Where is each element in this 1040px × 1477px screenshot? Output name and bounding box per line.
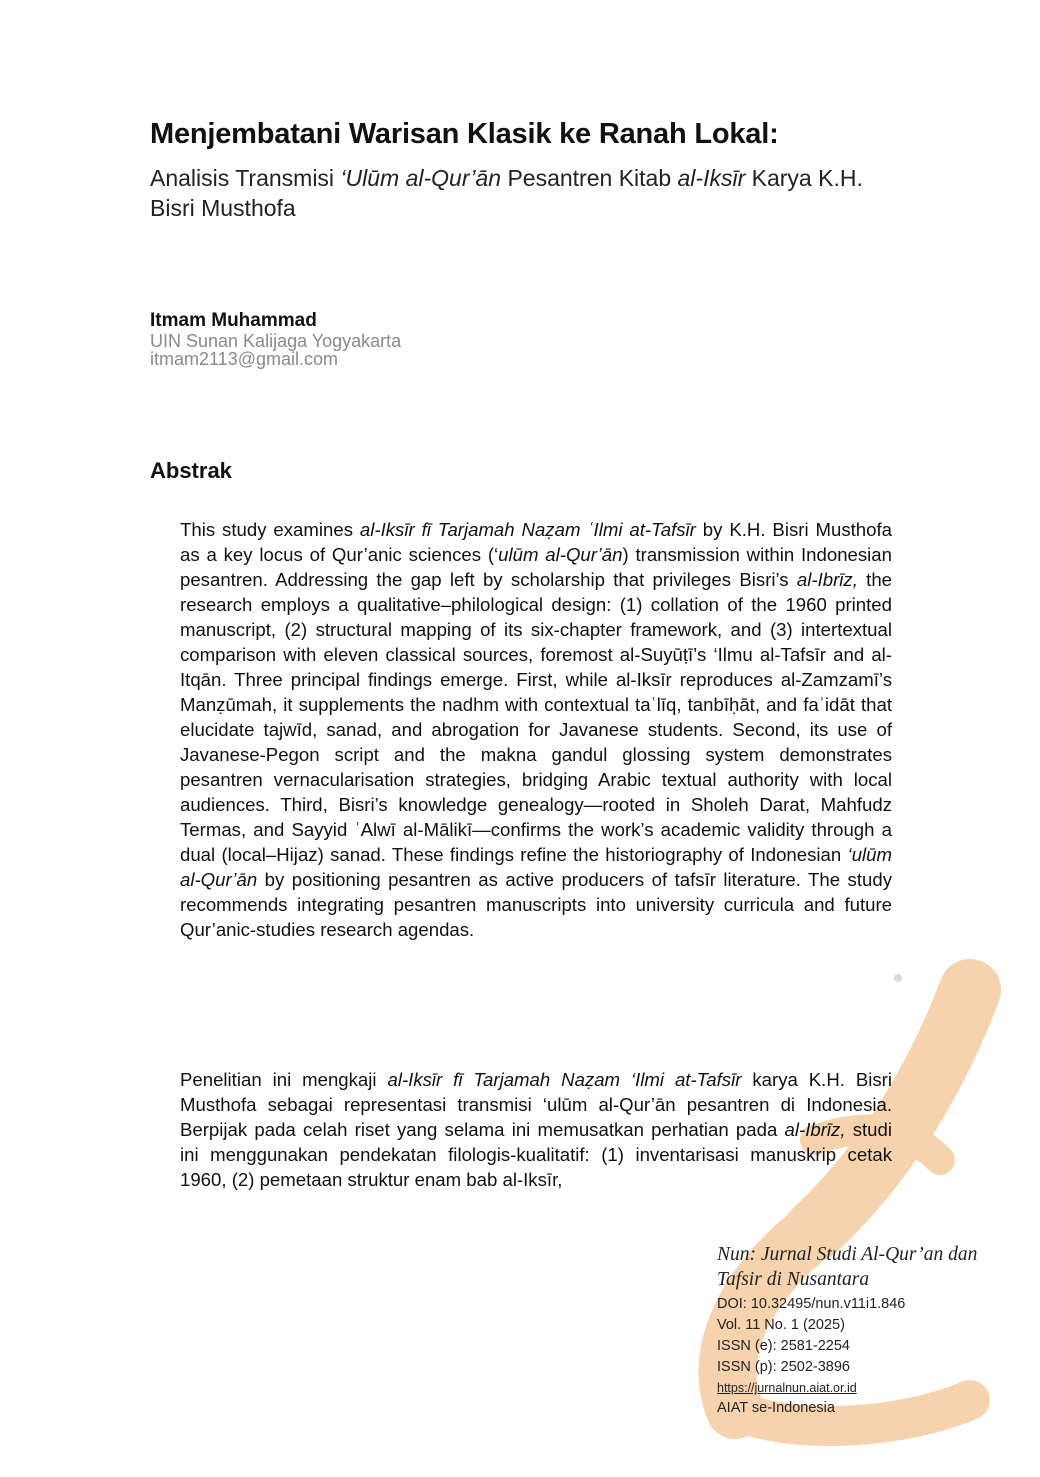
- author-email: itmam2113@gmail.com: [150, 349, 338, 369]
- author-block: [150, 310, 401, 368]
- text-run: This study examines: [180, 519, 360, 540]
- italic-term: al-Ibrīz,: [784, 1119, 846, 1140]
- journal-name: Nun: Jurnal Studi Al-Qur’an dan Tafsir di Nusantara: [717, 1244, 978, 1290]
- abstract-indonesian: [180, 1067, 892, 1192]
- text-run: Pesantren Kitab: [501, 165, 678, 191]
- text-run: Penelitian ini mengkaji: [180, 1069, 388, 1090]
- paper-title: Menjembatani Warisan Klasik ke Ranah Lokal:: [150, 118, 779, 150]
- text-run: the research employs a qualitative–philological design: (1) collation of the 1960 printed manuscript, (2) structural mapping of its six-chapter framework, and (3) intertextual comparison with eleven classical sources, foremost al-Suyūṭī’s ‘Ilmu al-Tafsīr and al-Itqān. Three principal findings emerge. First, while al-Iksīr reproduces al-Zamzamī’s Manẓūmah, it supplements the nadhm with contextual taʿlīq, tanbīḥāt, and faʾidāt that elucidate tajwīd, sanad, and abrogation for Javanese students. Second, its use of Javanese-Pegon script and the makna gandul glossing system demonstrates pesantren vernacularisation strategies, bridging Arabic textual authority with local audiences. Third, Bisri’s knowledge genealogy—rooted in Sholeh Darat, Mahfudz Termas, and Sayyid ʿAlwī al-Mālikī—confirms the work’s academic validity through a dual (local–Hijaz) sanad. These findings refine the historiography of Indonesian: [180, 569, 893, 865]
- journal-url-link[interactable]: https://jurnalnun.aiat.or.id: [717, 1381, 857, 1395]
- text-run: by K.H. Bisri Musthofa as a key locus of Qur’anic sciences (‘: [180, 519, 892, 565]
- text-run: Karya K.H. Bisri Musthofa: [150, 165, 863, 221]
- paper-subtitle: [150, 163, 910, 223]
- italic-term: al-Iksīr: [677, 165, 746, 191]
- italic-term: al-Iksīr fī Tarjamah Naẓam ʿIlmi at-Tafsīr: [359, 519, 696, 540]
- journal-publisher: AIAT se-Indonesia: [717, 1400, 835, 1416]
- italic-term: al-Ibrīz,: [796, 569, 858, 590]
- italic-term: al-Iksīr fī Tarjamah Naẓam ‘Ilmi at-Tafsīr: [387, 1069, 742, 1090]
- author-affiliation: UIN Sunan Kalijaga Yogyakarta: [150, 331, 402, 351]
- journal-doi: DOI: 10.32495/nun.v11i1.846: [717, 1296, 906, 1312]
- journal-issn-e: ISSN (e): 2581-2254: [717, 1338, 850, 1354]
- text-run: studi ini menggunakan pendekatan filologis-kualitatif: (1) inventarisasi manuskrip cetak 1960, (2) pemetaan struktur enam bab al-Iksīr,: [180, 1119, 892, 1190]
- italic-term: ulūm al-Qur’ān: [498, 544, 623, 565]
- abstract-heading: Abstrak: [150, 458, 232, 483]
- journal-info: [717, 1242, 1017, 1419]
- text-run: Analisis Transmisi: [150, 165, 341, 191]
- journal-volume: Vol. 11 No. 1 (2025): [717, 1317, 845, 1333]
- text-run: ) transmission within Indonesian pesantren. Addressing the gap left by scholarship that privileges Bisri’s: [180, 544, 892, 590]
- italic-term: ‘Ulūm al-Qur’ān: [340, 165, 502, 191]
- italic-term: ‘ulūm al-Qur’ān: [180, 844, 892, 890]
- author-name: Itmam Muhammad: [150, 310, 317, 331]
- journal-issn-p: ISSN (p): 2502-3896: [717, 1359, 850, 1375]
- abstract-english: [180, 517, 892, 942]
- text-run: karya K.H. Bisri Musthofa sebagai representasi transmisi ‘ulūm al-Qur’ān pesantren di Indonesia. Berpijak pada celah riset yang selama ini memusatkan perhatian pada: [180, 1069, 893, 1140]
- text-run: by positioning pesantren as active producers of tafsīr literature. The study recommends integrating pesantren manuscripts into university curricula and future Qur’anic-studies research agendas.: [180, 869, 892, 940]
